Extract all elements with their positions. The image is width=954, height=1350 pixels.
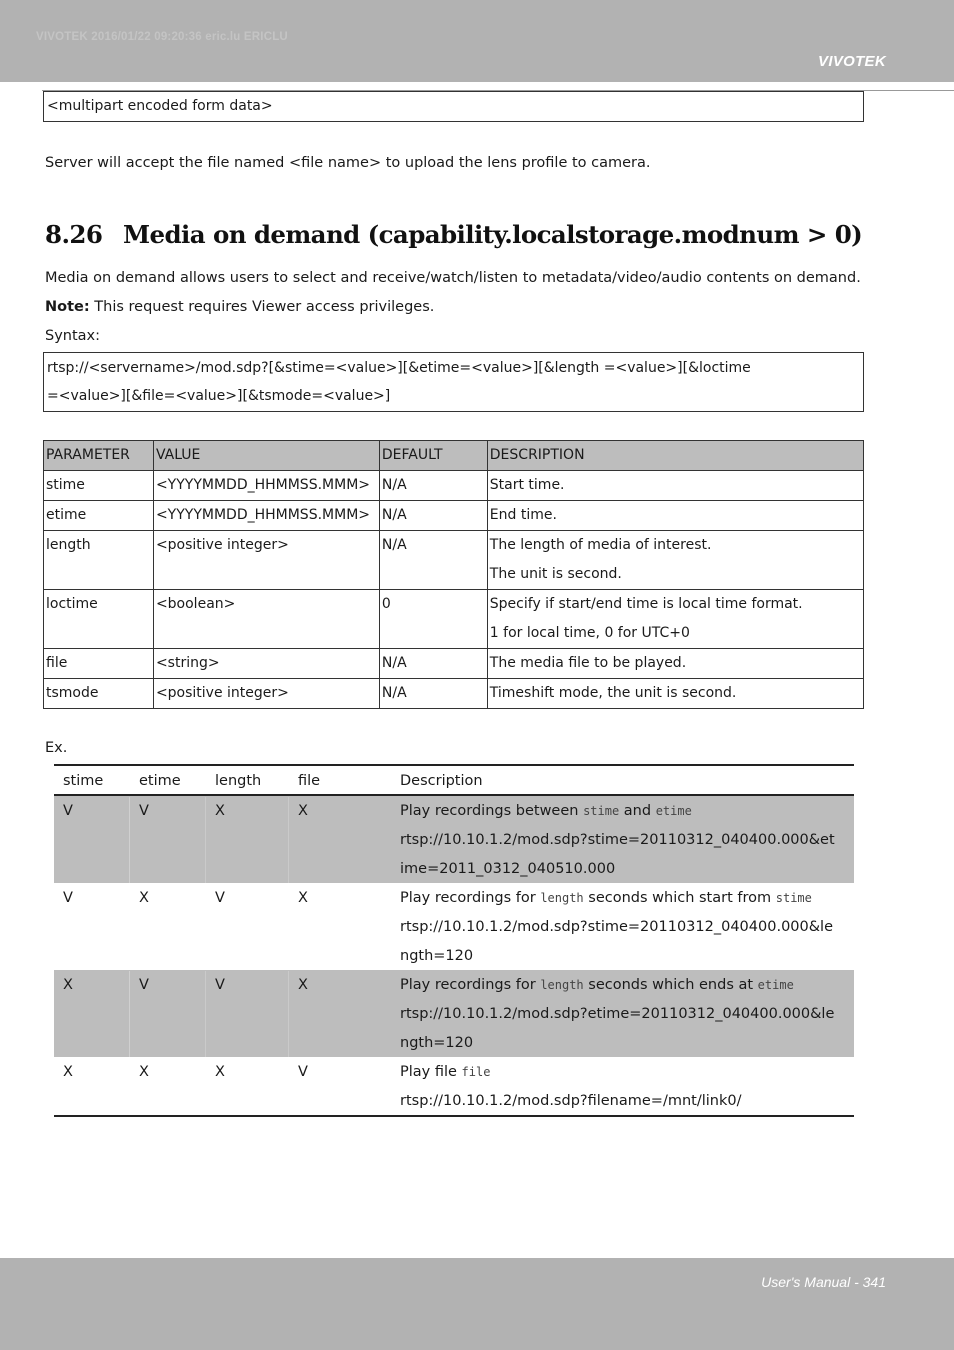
description-line: 1 for local time, 0 for UTC+0 <box>489 625 690 641</box>
etime-flag: V <box>130 797 206 883</box>
example-description <box>392 1058 854 1115</box>
code-term: length <box>540 891 584 905</box>
example-row <box>54 883 854 970</box>
length-flag: V <box>206 971 289 1057</box>
param-default: N/A <box>379 531 487 590</box>
example-url: ngth=120 <box>400 1035 474 1051</box>
header-cell: VALUE <box>153 441 379 471</box>
example-description <box>392 797 854 883</box>
code-term: stime <box>583 804 620 818</box>
length-flag: X <box>215 1064 225 1080</box>
param-value: <YYYYMMDD_HHMMSS.MMM> <box>153 501 379 531</box>
header-cell: PARAMETER <box>44 441 154 471</box>
file-flag: X <box>298 803 308 819</box>
description-line <box>400 797 854 826</box>
param-default: N/A <box>379 471 487 501</box>
header-cell: etime <box>139 773 181 789</box>
section-number: 8.26 <box>45 220 103 249</box>
param-name: loctime <box>44 590 154 649</box>
param-description <box>487 531 863 590</box>
param-name: file <box>44 649 154 679</box>
table-row <box>44 679 864 709</box>
param-default: N/A <box>379 679 487 709</box>
parameter-table <box>43 440 864 709</box>
param-description <box>487 590 863 649</box>
param-default: N/A <box>379 649 487 679</box>
header-cell: length <box>215 773 262 789</box>
param-description <box>487 501 863 531</box>
syntax-label: Syntax: <box>45 328 101 344</box>
example-row <box>54 1057 854 1115</box>
example-header-row <box>54 766 854 796</box>
description-line: Specify if start/end time is local time format. <box>489 596 803 612</box>
page-header <box>0 0 954 82</box>
param-description <box>487 649 863 679</box>
description-text: and <box>619 803 656 819</box>
description-line <box>400 1058 854 1087</box>
example-url: rtsp://10.10.1.2/mod.sdp?stime=20110312_040400.000&le <box>400 919 834 935</box>
code-term: etime <box>757 978 794 992</box>
param-value: <boolean> <box>153 590 379 649</box>
etime-flag: X <box>139 890 149 906</box>
example-row <box>54 970 854 1057</box>
file-flag: V <box>298 1064 308 1080</box>
syntax-box <box>43 352 864 412</box>
stime-flag: X <box>54 971 130 1057</box>
param-default: N/A <box>379 501 487 531</box>
stime-flag: X <box>63 1064 73 1080</box>
example-row <box>54 796 854 883</box>
param-name: stime <box>44 471 154 501</box>
param-name: tsmode <box>44 679 154 709</box>
section-title: Media on demand (capability.localstorage.modnum > 0) <box>123 220 863 249</box>
stime-flag: V <box>63 890 73 906</box>
code-term: file <box>461 1065 491 1079</box>
table-row <box>44 649 864 679</box>
length-flag: V <box>215 890 225 906</box>
example-url: rtsp://10.10.1.2/mod.sdp?stime=20110312_040400.000&et <box>400 832 835 848</box>
file-flag: X <box>298 977 308 993</box>
brand-label: VIVOTEK <box>818 53 886 70</box>
watermark-text: VIVOTEK 2016/01/22 09:20:36 eric.lu ERICLU <box>36 31 288 43</box>
description-line: End time. <box>489 507 557 523</box>
header-cell: DEFAULT <box>379 441 487 471</box>
header-cell: DESCRIPTION <box>487 441 863 471</box>
header-cell: Description <box>400 773 483 789</box>
table-row <box>44 501 864 531</box>
description-line: The media file to be played. <box>489 655 687 671</box>
description-text: seconds which start from <box>583 890 776 906</box>
note-paragraph <box>45 299 434 315</box>
param-description <box>487 471 863 501</box>
example-url: ime=2011_0312_040510.000 <box>400 861 616 877</box>
section-description: Media on demand allows users to select and receive/watch/listen to metadata/video/audio contents on demand. <box>45 270 861 286</box>
param-value: <positive integer> <box>153 679 379 709</box>
description-text: seconds which ends at <box>583 977 758 993</box>
code-term: etime <box>655 804 692 818</box>
description-text: Play recordings between <box>400 803 584 819</box>
file-flag: X <box>298 890 308 906</box>
form-data-box <box>43 91 864 122</box>
example-url: rtsp://10.10.1.2/mod.sdp?filename=/mnt/link0/ <box>400 1093 742 1109</box>
page-footer <box>0 1258 954 1350</box>
etime-flag: V <box>130 971 206 1057</box>
param-name: length <box>44 531 154 590</box>
form-data-text: <multipart encoded form data> <box>47 98 273 114</box>
description-line: The unit is second. <box>489 566 622 582</box>
description-text: Play file <box>400 1064 462 1080</box>
description-line: The length of media of interest. <box>489 537 712 553</box>
param-value: <string> <box>153 649 379 679</box>
syntax-line-1: rtsp://<servername>/mod.sdp?[&stime=<value>][&etime=<value>][&length =<value>][&loctime <box>47 360 751 376</box>
syntax-line-2: =<value>][&file=<value>][&tsmode=<value>] <box>47 388 391 404</box>
description-text: Play recordings for <box>400 977 541 993</box>
page-number-label: User's Manual - 341 <box>761 1274 886 1290</box>
code-term: stime <box>775 891 812 905</box>
description-line: Start time. <box>489 477 565 493</box>
example-label: Ex. <box>45 740 68 756</box>
description-line <box>400 971 854 1000</box>
table-row <box>44 590 864 649</box>
note-label: Note: <box>45 299 90 315</box>
description-line: Timeshift mode, the unit is second. <box>489 685 737 701</box>
length-flag: X <box>206 797 289 883</box>
param-name: etime <box>44 501 154 531</box>
example-url: ngth=120 <box>400 948 474 964</box>
param-default: 0 <box>379 590 487 649</box>
section-heading <box>45 220 862 249</box>
header-cell: file <box>298 773 321 789</box>
description-line <box>400 884 854 913</box>
param-description <box>487 679 863 709</box>
table-row <box>44 471 864 501</box>
etime-flag: X <box>139 1064 149 1080</box>
intro-paragraph: Server will accept the file named <file name> to upload the lens profile to camera. <box>45 155 651 171</box>
stime-flag: V <box>54 797 130 883</box>
note-text: This request requires Viewer access privileges. <box>89 299 435 315</box>
param-value: <YYYYMMDD_HHMMSS.MMM> <box>153 471 379 501</box>
example-description <box>392 971 854 1057</box>
table-row <box>44 531 864 590</box>
header-cell: stime <box>63 773 104 789</box>
code-term: length <box>540 978 584 992</box>
param-value: <positive integer> <box>153 531 379 590</box>
table-header-row <box>44 441 864 471</box>
description-text: Play recordings for <box>400 890 541 906</box>
example-description <box>392 884 854 970</box>
example-url: rtsp://10.10.1.2/mod.sdp?etime=20110312_040400.000&le <box>400 1006 835 1022</box>
example-table <box>54 764 854 1117</box>
